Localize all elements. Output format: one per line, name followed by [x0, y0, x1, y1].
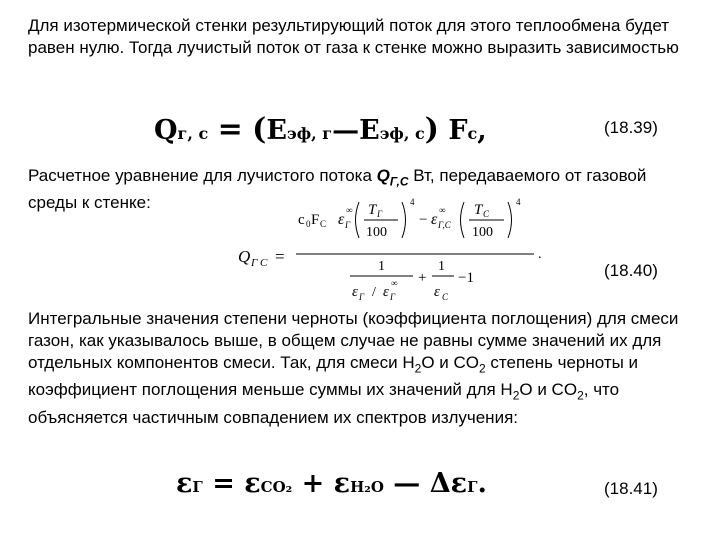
formula-symbol: c: [298, 212, 305, 228]
formula-subscript: Г: [345, 220, 351, 230]
text-run: Расчетное уравнение для лучистого потока: [28, 166, 377, 185]
equation-number: (18.41): [604, 479, 658, 498]
formula-symbol: F: [448, 115, 468, 146]
formula-subscript: С: [442, 292, 449, 302]
formula-subscript: Г: [377, 209, 383, 219]
subscript: 2: [414, 361, 422, 376]
equation-number: (18.40): [604, 261, 658, 280]
formula-paren: (: [252, 112, 267, 147]
formula-superscript: ∞: [391, 278, 398, 288]
formula-subscript: С: [483, 209, 490, 219]
formula-symbol: T: [474, 202, 483, 218]
formula-subscript: эф, г: [286, 124, 333, 143]
formula-punctuation: .: [538, 247, 542, 262]
formula-symbol: ε: [338, 211, 345, 228]
formula-subscript: г, с: [177, 124, 209, 143]
subscript: 2: [512, 388, 520, 403]
formula-operator: /: [372, 285, 376, 300]
formula-paren: [508, 202, 512, 238]
text-run: Вт, передаваемого от газовой среды к стенке:: [28, 166, 647, 213]
formula-superscript: 4: [410, 197, 415, 207]
formula-operator: +: [418, 270, 427, 286]
formula-symbol: ε: [383, 284, 389, 300]
formula-operator: =: [212, 468, 235, 499]
paragraph-intro: Для изотермической стенки результирующий поток для этого теплообмена будет равен нулю. Тогда лучистый поток от газа к стенке можно выразить зависимостью: [28, 16, 679, 57]
formula-symbol: ε: [333, 468, 351, 499]
formula-symbol: F: [311, 212, 320, 228]
text-run: степень черноты и коэффициент поглощения меньше суммы их значений для H: [28, 353, 639, 400]
formula-subscript: Г,С: [438, 220, 451, 230]
formula-paren: [461, 202, 465, 238]
formula-number: 1: [378, 259, 385, 274]
text-run: Интегральные значения степени черноты (коэффициента поглощения) для смеси газон, как указывалось выше, в общем случае не равны сумме значений их для отдельных компонентов смеси. Так, для смеси H: [28, 309, 679, 372]
formula-symbol: ε: [352, 284, 358, 300]
formula-subscript: H₂O: [350, 478, 384, 496]
formula-symbol: ε: [244, 468, 261, 499]
formula-paren: ): [424, 112, 439, 147]
formula-number: −1: [458, 270, 474, 286]
formula-operator: =: [217, 112, 243, 147]
formula-operator: −: [419, 212, 428, 228]
equation-number: (18.39): [604, 118, 658, 137]
formula-superscript: 4: [516, 197, 521, 207]
formula-subscript: эф, с: [379, 124, 425, 143]
formula-symbol: ε: [176, 468, 193, 499]
text-run: O и CO: [421, 353, 479, 372]
formula-subscript: с: [467, 124, 478, 143]
formula-symbol: T: [368, 202, 377, 218]
formula-operator: —: [393, 468, 421, 499]
formula-subscript: Г: [467, 478, 478, 496]
subscript: 2: [577, 388, 584, 403]
formula-subscript: Г: [359, 292, 365, 302]
paragraph-emissivity: [28, 308, 696, 429]
formula-number: 100: [472, 225, 493, 240]
subscript: 2: [479, 361, 486, 376]
formula-symbol: E: [266, 115, 287, 146]
formula-18-40: [238, 196, 558, 306]
formula-number: 100: [366, 225, 387, 240]
formula-symbol: ε: [434, 284, 440, 300]
formula-subscript: Г С: [251, 257, 268, 269]
q-subscript: Г,С: [389, 174, 409, 189]
formula-symbol: Q: [238, 247, 251, 266]
formula-subscript: С: [320, 219, 327, 229]
formula-symbol: ε: [431, 211, 438, 228]
formula-operator: =: [275, 247, 285, 266]
formula-operator: —: [332, 115, 360, 146]
formula-subscript: 0: [306, 219, 311, 229]
formula-punctuation: ,: [477, 115, 487, 146]
text-run: , что объясняется частичным совпадением их спектров излучения:: [28, 380, 620, 427]
formula-subscript: Г: [192, 478, 203, 496]
q-symbol: Q: [376, 166, 390, 185]
formula-paren: [402, 202, 406, 238]
formula-paren: [356, 202, 360, 238]
formula-18-39: [154, 112, 487, 154]
formula-superscript: ∞: [346, 205, 353, 215]
formula-symbol: E: [359, 115, 380, 146]
formula-symbol: ε: [450, 468, 468, 499]
formula-18-41: [176, 468, 487, 512]
formula-operator: +: [301, 468, 325, 499]
formula-symbol: Q: [154, 115, 178, 146]
formula-superscript: ∞: [439, 205, 446, 215]
formula-subscript: Г: [390, 292, 396, 302]
text-run: O и CO: [519, 380, 578, 400]
formula-symbol: Δ: [429, 468, 451, 499]
formula-punctuation: .: [477, 468, 487, 499]
formula-number: 1: [438, 259, 445, 274]
formula-subscript: CO₂: [260, 478, 293, 496]
